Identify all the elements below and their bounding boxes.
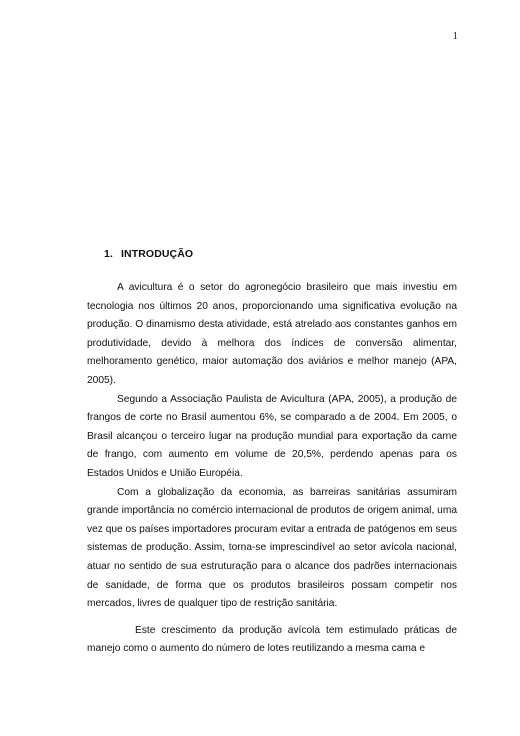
page-number: 1 bbox=[452, 30, 458, 42]
paragraph-2: Segundo a Associação Paulista de Avicultura (APA, 2005), a produção de frangos de corte no Brasil aumentou 6%, se comparado a de 2004. Em 2005, o Brasil alcançou o terceiro lugar na produção mundial para exportação da carne de frango, com aumento em volume de 20,5%, perdendo apenas para os Estados Unidos e União Européia. bbox=[87, 393, 457, 479]
paragraph-1: A avicultura é o setor do agronegócio brasileiro que mais investiu em tecnologia nos últimos 20 anos, proporcionando uma significativa evolução na produção. O dinamismo desta atividade, está atrelado aos constantes ganhos em produtividade, devido à melhora dos índices de conversão alimentar, melhoramento genético, maior automação dos aviários e melhor manejo (APA, 2005). bbox=[87, 282, 457, 386]
body-text bbox=[87, 279, 457, 659]
section-title: INTRODUÇÃO bbox=[121, 248, 194, 260]
section-heading bbox=[104, 248, 193, 260]
paragraph-4: Este crescimento da produção avícola tem estimulado práticas de manejo como o aumento do número de lotes reutilizando a mesma cama e bbox=[87, 624, 457, 655]
paragraph-3: Com a globalização da economia, as barreiras sanitárias assumiram grande importância no comércio internacional de produtos de origem animal, uma vez que os países importadores procuram evitar a entrada de patógenos em seus sistemas de produção. Assim, torna-se imprescindível ao setor avícola nacional, atuar no sentido de sua estruturação para o alcance dos padrões internacionais de sanidade, de forma que os produtos brasileiros possam competir nos mercados, livres de qualquer tipo de restrição sanitária. bbox=[87, 486, 457, 610]
section-number: 1. bbox=[104, 248, 113, 260]
